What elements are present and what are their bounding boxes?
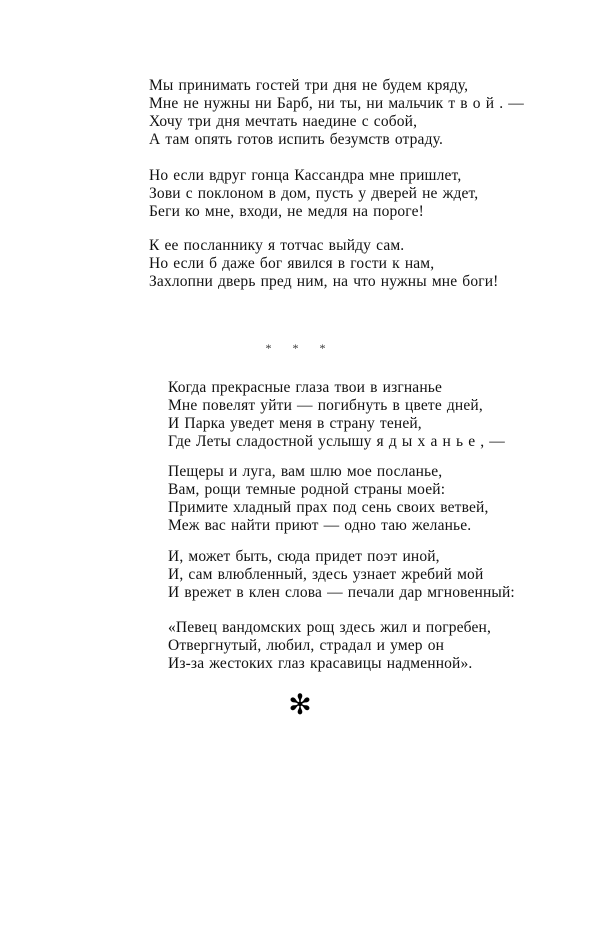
poem-line: Зови с поклоном в дом, пусть у дверей не ждет, bbox=[149, 185, 479, 202]
poem-line: Пещеры и луга, вам шлю мое посланье, bbox=[168, 463, 443, 480]
poem-line: «Певец вандомских рощ здесь жил и погребен, bbox=[168, 619, 491, 636]
poem2-stanza-1 bbox=[168, 379, 505, 451]
poem2-stanza-4 bbox=[168, 619, 491, 673]
poem-line: Мы принимать гостей три дня не будем кряду, bbox=[149, 77, 469, 94]
poem-line: Когда прекрасные глаза твои в изгнанье bbox=[168, 379, 443, 396]
poem1-stanza-1 bbox=[149, 77, 524, 149]
poem-line: А там опять готов испить безумств отраду. bbox=[149, 131, 443, 148]
asterisk-ornament-icon: ✻ bbox=[288, 688, 312, 721]
poem-line: Но если вдруг гонца Кассандра мне пришлет, bbox=[149, 167, 462, 184]
poem1-stanza-3 bbox=[149, 237, 499, 291]
poem-line: К ее посланнику я тотчас выйду сам. bbox=[149, 237, 405, 254]
poem-line: Мне повелят уйти — погибнуть в цвете дней, bbox=[168, 397, 483, 414]
poem-line: Меж вас найти приют — одно таю желанье. bbox=[168, 517, 472, 534]
poem1-stanza-2 bbox=[149, 167, 478, 221]
poem2-stanza-2 bbox=[168, 463, 488, 535]
poem-line: Беги ко мне, входи, не медля на пороге! bbox=[149, 203, 424, 220]
poem-line: Где Леты сладостной услышу я д ы х а н ь е , — bbox=[168, 433, 505, 450]
poem-line: Захлопни дверь пред ним, на что нужны мне боги! bbox=[149, 273, 499, 290]
poem-line: Из-за жестоких глаз красавицы надменной». bbox=[168, 655, 473, 672]
poem-line: Отвергнутый, любил, страдал и умер он bbox=[168, 637, 445, 654]
poem-line: Но если б даже бог явился в гости к нам, bbox=[149, 255, 435, 272]
section-separator: * * * bbox=[265, 341, 335, 355]
poem-line: Хочу три дня мечтать наедине с собой, bbox=[149, 113, 418, 130]
poem-line: Примите хладный прах под сень своих ветвей, bbox=[168, 499, 489, 516]
poem-line: Вам, рощи темные родной страны моей: bbox=[168, 481, 446, 498]
poem-line: И, сам влюбленный, здесь узнает жребий мой bbox=[168, 566, 484, 583]
poem2-stanza-3 bbox=[168, 548, 515, 602]
poem-line: Мне не нужны ни Барб, ни ты, ни мальчик т в о й . — bbox=[149, 95, 524, 112]
poem-line: И врежет в клен слова — печали дар мгновенный: bbox=[168, 584, 515, 601]
poem-line: И Парка уведет меня в страну теней, bbox=[168, 415, 422, 432]
poem-line: И, может быть, сюда придет поэт иной, bbox=[168, 548, 440, 565]
